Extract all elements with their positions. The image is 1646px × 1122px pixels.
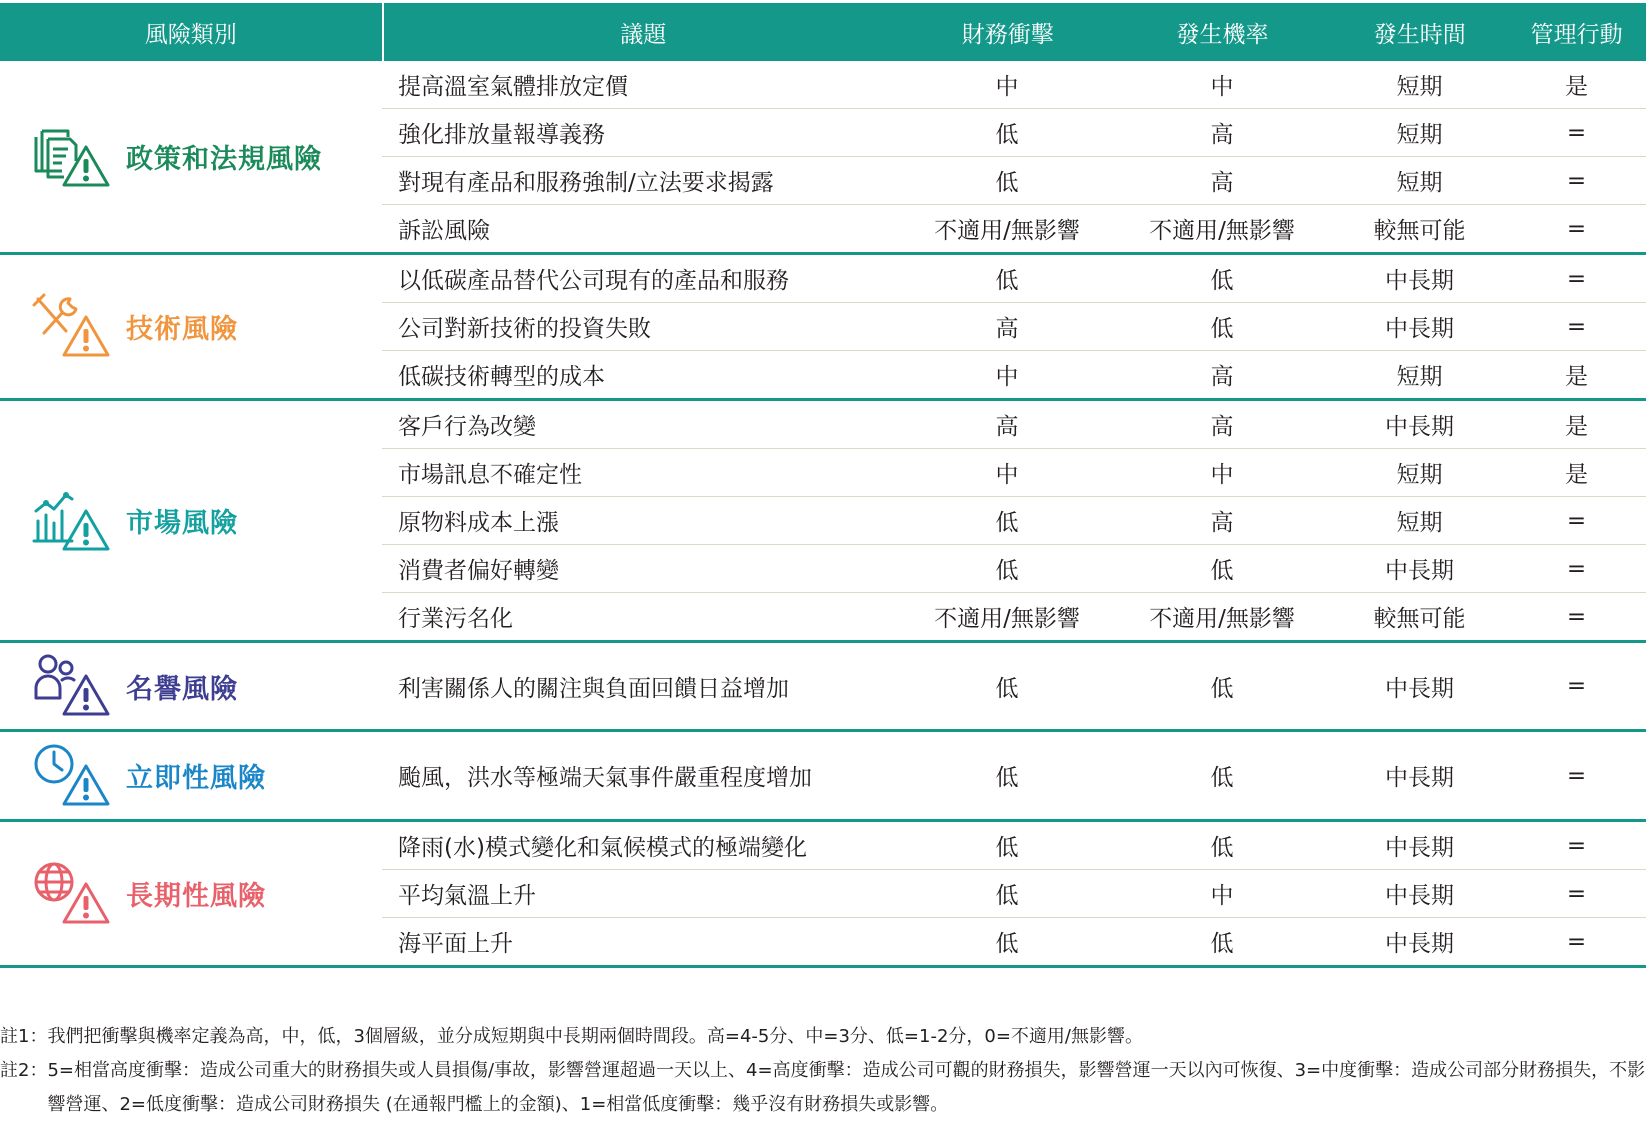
issue-cell: 原物料成本上漲 [398,510,559,536]
action-cell: = [1566,603,1587,630]
probability-cell: 低 [1210,558,1234,584]
action-cell: 是 [1565,364,1588,390]
tools-warning-icon [32,291,112,363]
risk-category-label: 長期性風險 [126,881,266,912]
risk-group-acute [0,732,1646,822]
market-chart-warning-icon [32,485,112,557]
timing-cell: 中長期 [1385,883,1454,909]
impact-cell: 低 [995,510,1019,536]
risk-category-label: 技術風險 [126,314,238,345]
probability-cell: 高 [1210,170,1234,196]
impact-cell: 高 [995,316,1019,342]
probability-cell: 高 [1210,510,1234,536]
table-row [382,822,1646,869]
table-row [382,544,1646,592]
action-cell: = [1566,673,1587,699]
probability-cell: 低 [1210,931,1234,957]
footnote-text: 5=相當高度衝擊：造成公司重大的財務損失或人員損傷/事故，影響營運超過一天以上、4=高度衝擊：造成公司可觀的財務損失，影響營運一天以內可恢復、3=中度衝擊：造成公司部分財務損失，不影響營運、2=低度衝擊：造成公司財務損失 (在通報門檻上的金額)、1=相當低度衝擊：幾乎沒有財務損失或影響。 [47,1060,1646,1115]
issue-cell: 公司對新技術的投資失敗 [398,316,651,342]
impact-cell: 低 [995,931,1019,957]
timing-cell: 中長期 [1385,316,1454,342]
timing-cell: 中長期 [1385,558,1454,584]
action-cell: 是 [1565,414,1588,440]
header-management-action: 管理行動 [1530,21,1623,48]
action-cell: = [1566,880,1587,907]
footnote-label: 註2： [0,1060,48,1081]
impact-cell: 低 [995,268,1019,294]
timing-cell: 短期 [1396,462,1443,488]
probability-cell: 低 [1210,675,1234,702]
impact-cell: 低 [995,835,1019,861]
impact-cell: 低 [995,675,1019,702]
issue-cell: 以低碳產品替代公司現有的產品和服務 [398,268,789,294]
footnote-label: 註1： [0,1026,48,1047]
table-row [382,732,1646,819]
footnotes [0,1020,1646,1122]
probability-cell: 高 [1210,414,1234,440]
table-row [382,302,1646,350]
table-row [382,255,1646,302]
probability-cell: 中 [1210,74,1234,100]
risk-category-label: 立即性風險 [126,763,266,794]
probability-cell: 低 [1210,835,1234,861]
header-timing: 發生時間 [1373,21,1466,48]
probability-cell: 不適用/無影響 [1149,606,1295,632]
issue-cell: 訴訟風險 [398,218,490,244]
table-row [382,917,1646,965]
action-cell: = [1566,215,1587,242]
issue-cell: 海平面上升 [398,931,513,957]
risk-table [0,3,1646,968]
table-row [382,156,1646,204]
table-header [0,3,1646,61]
impact-cell: 高 [995,414,1019,440]
impact-cell: 中 [995,462,1019,488]
probability-cell: 中 [1210,462,1234,488]
action-cell: = [1566,265,1587,292]
timing-cell: 短期 [1396,170,1443,196]
timing-cell: 中長期 [1385,931,1454,957]
impact-cell: 低 [995,883,1019,909]
impact-cell: 不適用/無影響 [934,218,1080,244]
issue-cell: 客戶行為改變 [398,414,536,440]
action-cell: 是 [1565,462,1588,488]
timing-cell: 中長期 [1385,675,1454,702]
timing-cell: 短期 [1396,364,1443,390]
risk-category [0,255,382,398]
action-cell: = [1566,928,1587,955]
issue-cell: 提高溫室氣體排放定價 [398,74,628,100]
timing-cell: 中長期 [1385,765,1454,791]
issue-cell: 市場訊息不確定性 [398,462,582,488]
risk-category [0,643,382,729]
table-row [382,204,1646,252]
impact-cell: 中 [995,364,1019,390]
table-row [382,350,1646,398]
risk-category-label: 名譽風險 [126,673,238,705]
impact-cell: 低 [995,170,1019,196]
action-cell: = [1566,507,1587,534]
probability-cell: 高 [1210,364,1234,390]
impact-cell: 低 [995,122,1019,148]
timing-cell: 較無可能 [1373,218,1466,244]
timing-cell: 短期 [1396,122,1443,148]
footnote-1 [0,1020,1646,1054]
issue-cell: 低碳技術轉型的成本 [398,364,605,390]
footnote-text: 我們把衝擊與機率定義為高，中，低，3個層級，並分成短期與中長期兩個時間段。高=4-5分、中=3分、低=1-2分，0=不適用/無影響。 [47,1026,1143,1047]
timing-cell: 短期 [1396,510,1443,536]
action-cell: = [1566,555,1587,582]
timing-cell: 中長期 [1385,268,1454,294]
impact-cell: 不適用/無影響 [934,606,1080,632]
risk-category [0,732,382,819]
issue-cell: 對現有產品和服務強制/立法要求揭露 [398,170,774,196]
action-cell: = [1566,119,1587,146]
issue-cell: 強化排放量報導義務 [398,122,605,148]
header-financial-impact: 財務衝擊 [961,21,1054,48]
timing-cell: 中長期 [1385,835,1454,861]
risk-group-technology [0,255,1646,401]
risk-group-market [0,401,1646,643]
issue-cell: 降雨(水)模式變化和氣候模式的極端變化 [398,835,807,861]
action-cell: 是 [1565,74,1588,100]
header-issue: 議題 [620,21,667,48]
header-probability: 發生機率 [1176,21,1269,48]
timing-cell: 中長期 [1385,414,1454,440]
probability-cell: 低 [1210,268,1234,294]
risk-category-label: 市場風險 [126,508,238,539]
header-category: 風險類別 [0,3,384,61]
table-row [382,108,1646,156]
risk-category [0,61,382,252]
risk-category [0,401,382,640]
clock-warning-icon [32,740,112,812]
action-cell: = [1566,313,1587,340]
impact-cell: 低 [995,765,1019,791]
table-row [382,643,1646,729]
probability-cell: 低 [1210,765,1234,791]
issue-cell: 平均氣溫上升 [398,883,536,909]
impact-cell: 低 [995,558,1019,584]
probability-cell: 不適用/無影響 [1149,218,1295,244]
table-row [382,592,1646,640]
probability-cell: 高 [1210,122,1234,148]
risk-category-label: 政策和法規風險 [126,144,322,175]
table-row [382,401,1646,448]
risk-group-reputation [0,643,1646,732]
action-cell: = [1566,167,1587,194]
people-warning-icon [32,650,112,722]
table-row [382,61,1646,108]
probability-cell: 中 [1210,883,1234,909]
issue-cell: 颱風，洪水等極端天氣事件嚴重程度增加 [398,765,812,791]
risk-group-chronic [0,822,1646,968]
risk-group-policy [0,61,1646,255]
action-cell: = [1566,762,1587,789]
risk-category [0,822,382,965]
globe-warning-icon [32,858,112,930]
table-row [382,448,1646,496]
table-row [382,496,1646,544]
policy-document-warning-icon [32,121,112,193]
issue-cell: 行業污名化 [398,606,513,632]
issue-cell: 利害關係人的關注與負面回饋日益增加 [398,675,789,702]
issue-cell: 消費者偏好轉變 [398,558,559,584]
probability-cell: 低 [1210,316,1234,342]
impact-cell: 中 [995,74,1019,100]
timing-cell: 短期 [1396,74,1443,100]
footnote-2 [0,1054,1646,1122]
action-cell: = [1566,832,1587,859]
table-row [382,869,1646,917]
timing-cell: 較無可能 [1373,606,1466,632]
